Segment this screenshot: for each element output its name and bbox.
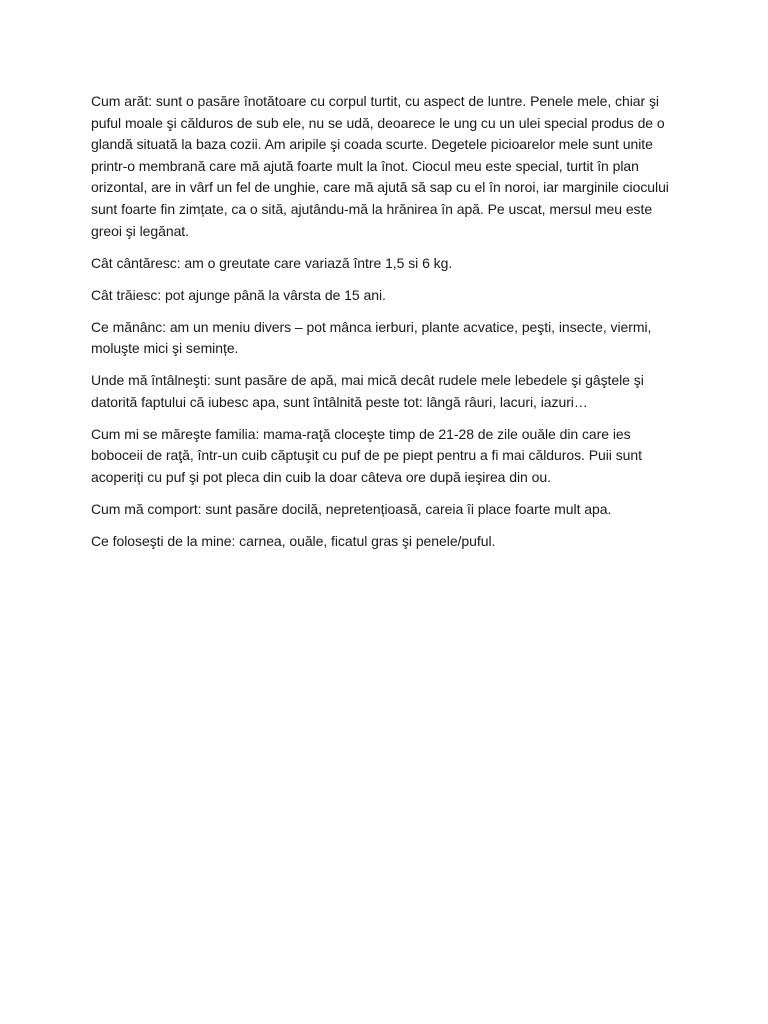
paragraph-family: Cum mi se măreşte familia: mama-raţă cloceşte timp de 21-28 de zile ouăle din care ies boboceii de raţă, într-un cuib căptuşit cu puf de pe piept pentru a fi mai călduros. Puii sunt acoperiți cu puf şi pot pleca din cuib la doar câteva ore după ieşirea din ou. [91,425,642,485]
paragraph-appearance: Cum arăt: sunt o pasăre înotătoare cu corpul turtit, cu aspect de luntre. Penele mele, chiar şi puful moale şi călduros de sub ele, nu se udă, deoarece le ung cu un ulei special produs de o glandă situată la baza cozii. Am aripile şi coada scurte. Degetele picioarelor mele sunt unite printr-o membrană care mă ajută foarte mult la înot. Ciocul meu este special, turtit în plan orizontal, are in vârf un fel de unghie, care mă ajută să sap cu el în noroi, iar marginile ciocului sunt foarte fin zimțate, ca o sită, ajutându-mă la hrănirea în apă. Pe uscat, mersul meu este greoi şi legănat. [91,93,669,239]
paragraph-habitat: Unde mă întâlneşti: sunt pasăre de apă, mai mică decât rudele mele lebedele şi gâştele şi datorită faptului că iubesc apa, sunt întâlnită peste tot: lângă râuri, lacuri, iazuri… [91,372,644,410]
paragraph-weight: Cât cântăresc: am o greutate care variază între 1,5 si 6 kg. [91,254,453,271]
paragraph-lifespan: Cât trăiesc: pot ajunge până la vârsta de 15 ani. [91,286,386,303]
paragraph-diet: Ce mănânc: am un meniu divers – pot mânca ierburi, plante acvatice, peşti, insecte, viermi, moluşte mici şi semințe. [91,318,652,357]
document-page [91,91,681,563]
paragraph-behavior: Cum mă comport: sunt pasăre docilă, nepretențioasă, careia îi place foarte mult apa. [91,500,612,517]
paragraph-uses: Ce foloseşti de la mine: carnea, ouăle, ficatul gras şi penele/puful. [91,532,496,549]
